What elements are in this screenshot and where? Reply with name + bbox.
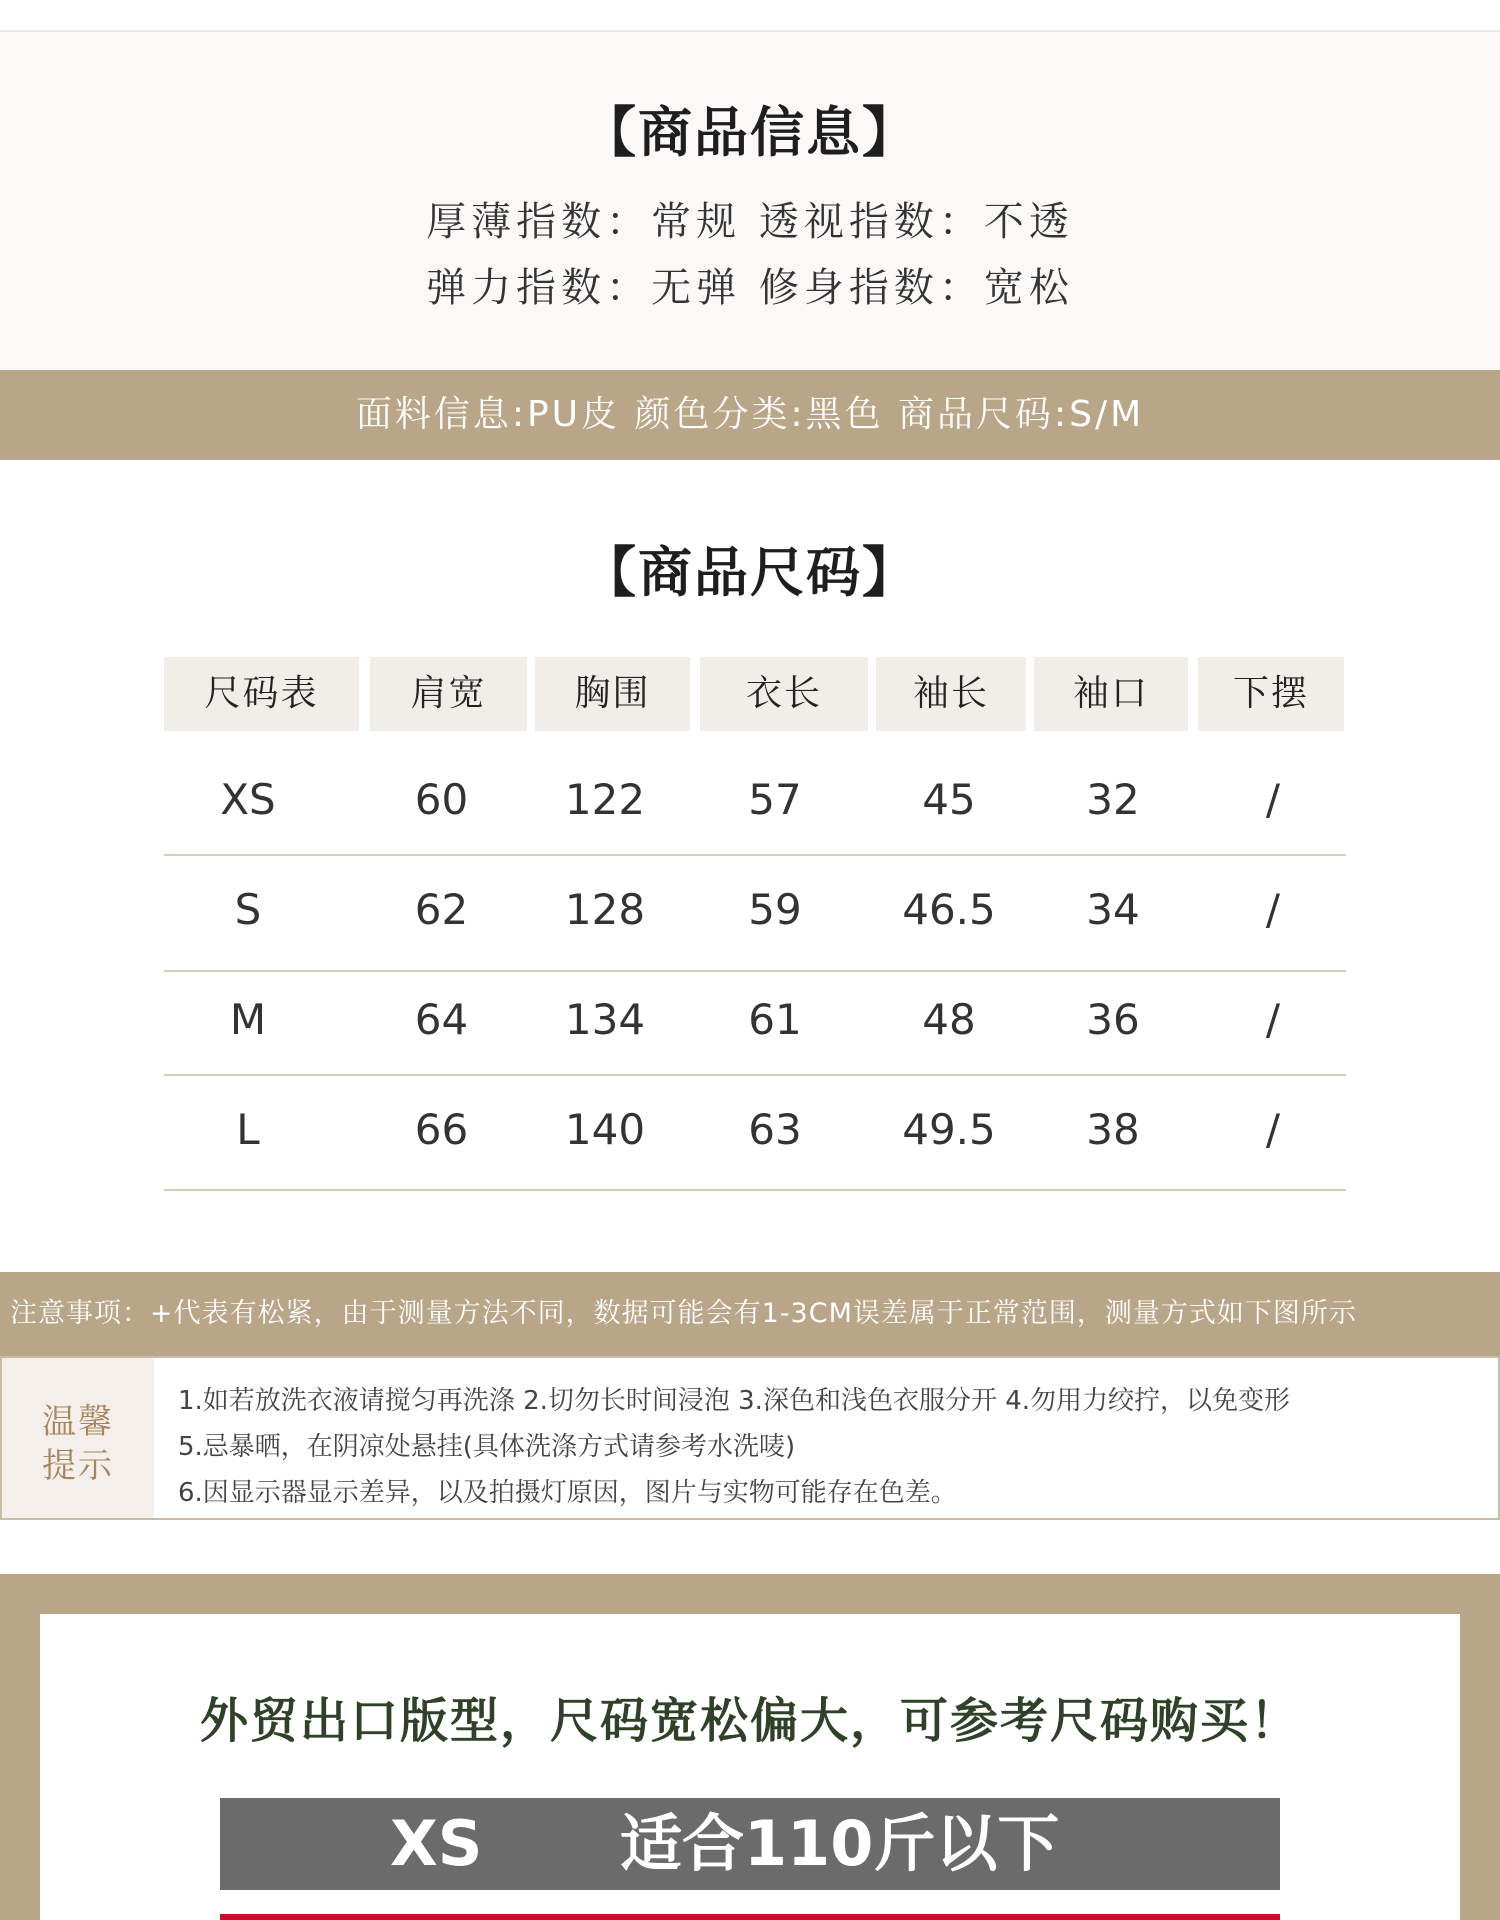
red-divider <box>220 1914 1280 1920</box>
table-cell: 45 <box>922 775 976 824</box>
table-cell: 46.5 <box>902 885 996 934</box>
table-cell: M <box>229 995 267 1044</box>
table-cell: 34 <box>1086 885 1140 934</box>
product-info-line-1: 厚薄指数：常规 透视指数：不透 <box>426 199 1074 245</box>
care-tips-label-line-1: 温馨 <box>42 1402 114 1442</box>
table-cell: L <box>236 1105 260 1154</box>
table-cell: 128 <box>564 885 646 934</box>
table-cell: 57 <box>748 775 802 824</box>
table-cell: 122 <box>564 775 646 824</box>
fabric-info-bar: 面料信息:PU皮 颜色分类:黑色 商品尺码:S/M <box>0 370 1500 460</box>
table-cell: / <box>1265 995 1281 1044</box>
table-cell: / <box>1265 775 1281 824</box>
table-header-chest: 胸围 <box>535 657 690 731</box>
table-cell: 140 <box>564 1105 646 1154</box>
care-tip-line-1: 1.如若放洗衣液请搅匀再洗涤 2.切勿长时间浸泡 3.深色和浅色衣服分开 4.勿用力绞拧，以免变形 <box>178 1386 1291 1416</box>
table-header-cuff: 袖口 <box>1034 657 1188 731</box>
table-cell: 62 <box>414 885 469 934</box>
care-tip-line-2: 5.忌暴晒，在阴凉处悬挂(具体洗涤方式请参考水洗唛) <box>178 1432 796 1462</box>
table-cell: 59 <box>748 885 802 934</box>
row-divider <box>164 1189 1346 1191</box>
table-cell: 38 <box>1086 1105 1140 1154</box>
size-recommendation-bar <box>220 1798 1280 1890</box>
table-cell: S <box>234 885 262 934</box>
size-recommendation-text: 适合110斤以下 <box>620 1807 1060 1880</box>
table-cell: 61 <box>748 995 802 1044</box>
care-tips-label-line-2: 提示 <box>42 1446 114 1486</box>
notice-bar: 注意事项：+代表有松紧，由于测量方法不同，数据可能会有1-3CM误差属于正常范围，测量方式如下图所示 <box>0 1272 1500 1356</box>
table-cell: XS <box>220 775 276 824</box>
table-header-hem: 下摆 <box>1198 657 1344 731</box>
care-tip-line-3: 6.因显示器显示差异，以及拍摄灯原因，图片与实物可能存在色差。 <box>178 1478 957 1508</box>
size-recommendation-code: XS <box>390 1807 483 1880</box>
table-cell: 36 <box>1086 995 1140 1044</box>
table-header-length: 衣长 <box>700 657 868 731</box>
promo-title: 外贸出口版型，尺码宽松偏大，可参考尺码购买！ <box>199 1693 1300 1749</box>
table-cell: / <box>1265 885 1281 934</box>
product-info-line-2: 弹力指数：无弹 修身指数：宽松 <box>426 265 1074 311</box>
table-cell: 32 <box>1086 775 1140 824</box>
table-cell: 66 <box>414 1105 469 1154</box>
care-tips-box <box>0 1356 1500 1520</box>
product-info-title: 【商品信息】 <box>582 101 918 164</box>
table-header-shoulder: 肩宽 <box>370 657 527 731</box>
table-cell: 64 <box>414 995 469 1044</box>
table-header-sleeve: 袖长 <box>876 657 1026 731</box>
table-cell: 48 <box>922 995 976 1044</box>
table-cell: 134 <box>564 995 646 1044</box>
care-tips-label <box>2 1358 154 1518</box>
table-cell: / <box>1265 1105 1281 1154</box>
table-header-size: 尺码表 <box>164 657 359 731</box>
table-cell: 63 <box>748 1105 802 1154</box>
table-cell: 60 <box>414 775 469 824</box>
table-cell: 49.5 <box>902 1105 996 1154</box>
size-section-title: 【商品尺码】 <box>582 541 918 604</box>
